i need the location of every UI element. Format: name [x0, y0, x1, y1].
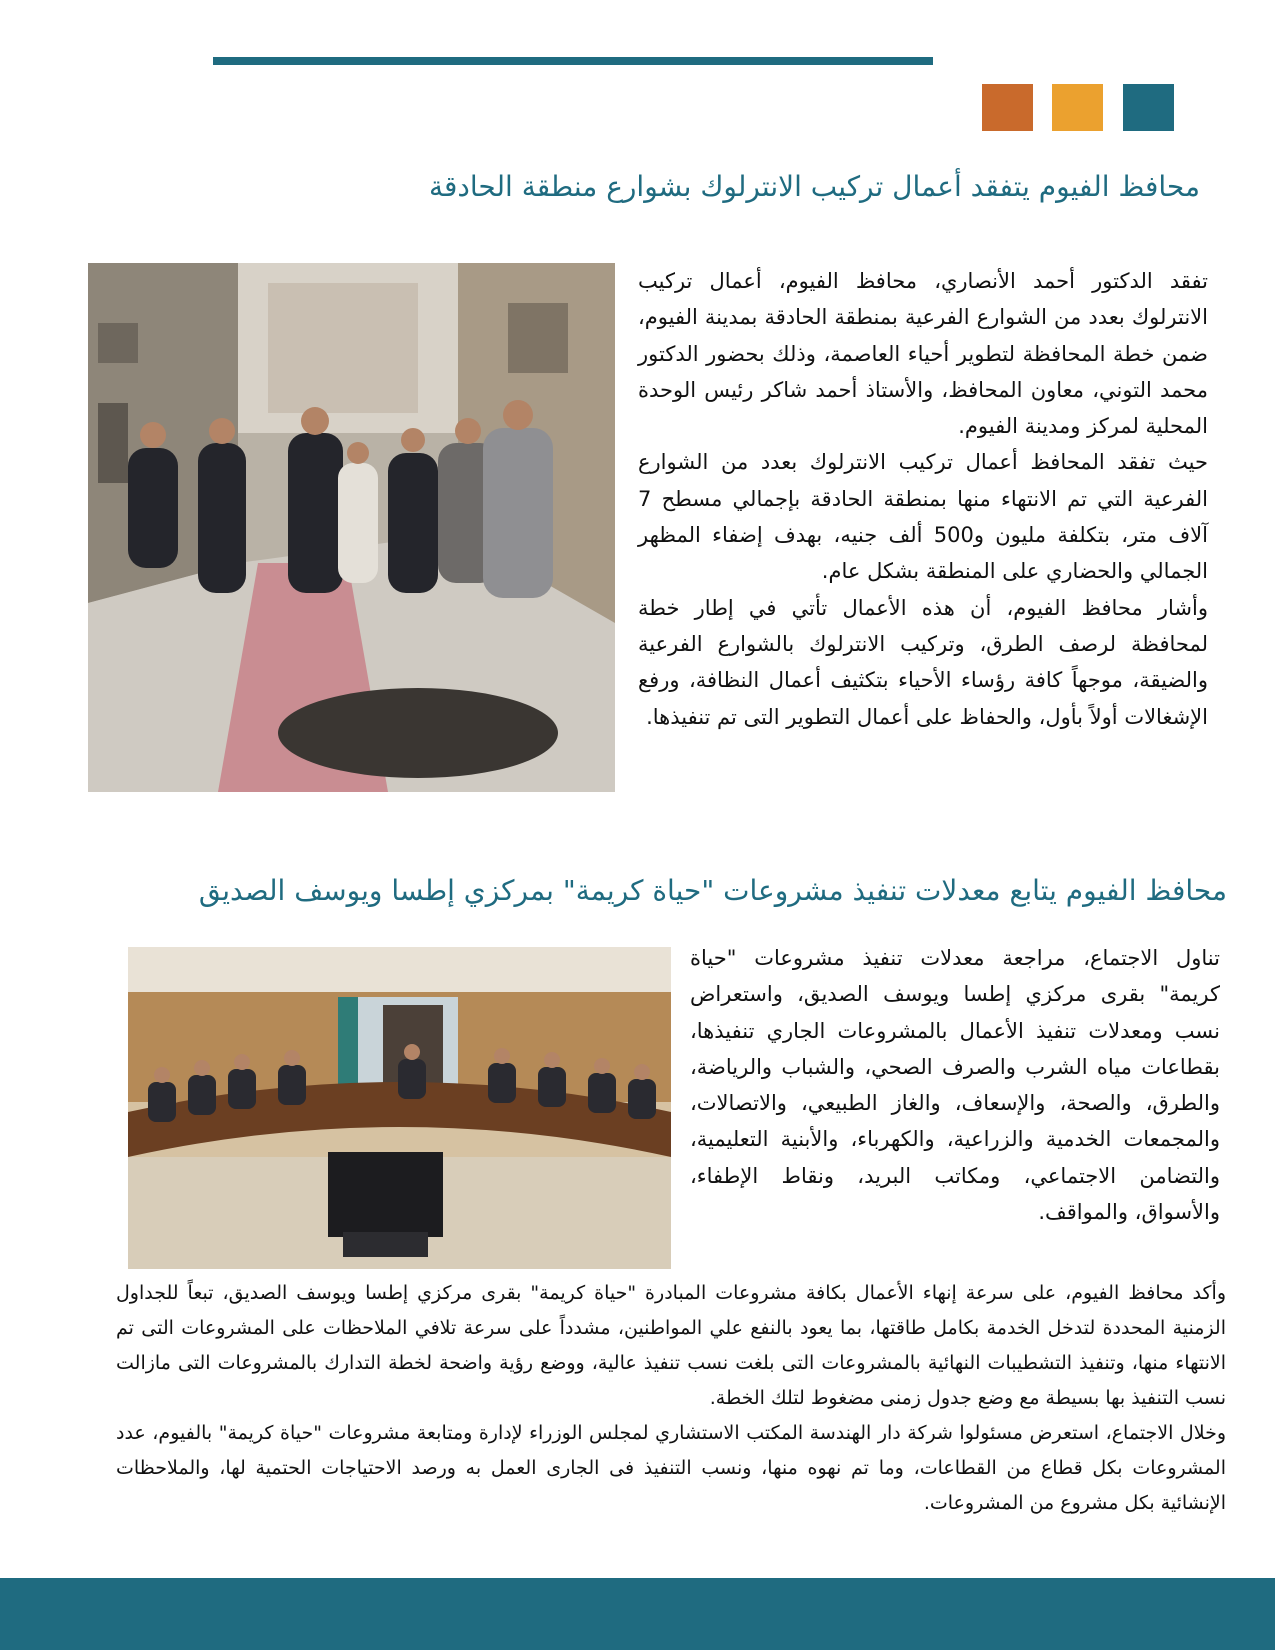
decor-square-teal — [1123, 84, 1174, 131]
meeting-room-photo — [128, 947, 671, 1269]
decor-square-amber — [1052, 84, 1103, 131]
article2-body — [116, 1276, 1226, 1521]
street-inspection-photo — [88, 263, 615, 792]
footer-band — [0, 1578, 1275, 1650]
article2-intro-paragraph: تناول الاجتماع، مراجعة معدلات تنفيذ مشروعات "حياة كريمة" بقرى مركزي إطسا ويوسف الصديق، واستعراض نسب ومعدلات تنفيذ الأعمال بالمشروعات الجاري تنفيذها، بقطاعات مياه الشرب والصرف الصحي، والشباب والرياضة، والطرق، والصحة، والإسعاف، والغاز الطبيعي، والاتصالات، والمجمعات الخدمية والزراعية، والكهرباء، والأبنية التعليمية، والتضامن الاجتماعي، ومكاتب البريد، ونقاط الإطفاء، والأسواق، والمواقف. — [690, 946, 1220, 1225]
article2-paragraph: وخلال الاجتماع، استعرض مسئولوا شركة دار الهندسة المكتب الاستشاري لمجلس الوزراء لإدارة ومتابعة مشروعات "حياة كريمة" بالفيوم، عدد المشروعات بكل قطاع من القطاعات، وما تم نهوه منها، ونسب التنفيذ فى الجارى العمل به ورصد الاحتياجات الحتمية لها، والملاحظات الإنشائية بكل مشروع من المشروعات. — [116, 1422, 1226, 1514]
top-rule — [213, 57, 933, 65]
article1-paragraph: وأشار محافظ الفيوم، أن هذه الأعمال تأتي في إطار خطة لمحافظة لرصف الطرق، وتركيب الانترلوك بالشوارع الفرعية والضيقة، موجهاً كافة رؤساء الأحياء بتكثيف أعمال النظافة، ورفع الإشغالات أولاً بأول، والحفاظ على أعمال التطوير التى تم تنفيذها. — [638, 595, 1208, 729]
article2-headline: محافظ الفيوم يتابع معدلات تنفيذ مشروعات "حياة كريمة" بمركزي إطسا ويوسف الصديق — [198, 874, 1227, 907]
article1-paragraph: تفقد الدكتور أحمد الأنصاري، محافظ الفيوم، أعمال تركيب الانترلوك بعدد من الشوارع الفرعية بمنطقة الحادقة بمدينة الفيوم، ضمن خطة المحافظة لتطوير أحياء العاصمة، وذلك بحضور الدكتور محمد التوني، معاون المحافظ، والأستاذ أحمد شاكر رئيس الوحدة المحلية لمركز ومدينة الفيوم. — [638, 269, 1208, 439]
article1-headline: محافظ الفيوم يتفقد أعمال تركيب الانترلوك بشوارع منطقة الحادقة — [429, 170, 1200, 203]
article1-body — [638, 263, 1208, 735]
article1-paragraph: حيث تفقد المحافظ أعمال تركيب الانترلوك بعدد من الشوارع الفرعية التي تم الانتهاء منها بمنطقة الحادقة بإجمالي مسطح 7 آلاف متر، بتكلفة مليون و500 ألف جنيه، بهدف إضفاء المظهر الجمالي والحضاري على المنطقة بشكل عام. — [638, 450, 1208, 584]
article2-paragraph: وأكد محافظ الفيوم، على سرعة إنهاء الأعمال بكافة مشروعات المبادرة "حياة كريمة" بقرى مركزي إطسا ويوسف الصديق، تبعاً للجداول الزمنية المحددة لتدخل الخدمة بكامل طاقتها، بما يعود بالنفع علي المواطنين، مشدداً على سرعة تلافي الملاحظات على المشروعات التى تم الانتهاء منها، وتنفيذ التشطيبات النهائية بالمشروعات التى بلغت نسب تنفيذ عالية، ووضع رؤية واضحة لخطة التدارك بالمشروعات التى مازالت نسب التنفيذ بها بسيطة مع وضع جدول زمنى مضغوط لتلك الخطة. — [116, 1282, 1226, 1409]
decor-square-rust — [982, 84, 1033, 131]
article2-intro — [690, 940, 1220, 1230]
